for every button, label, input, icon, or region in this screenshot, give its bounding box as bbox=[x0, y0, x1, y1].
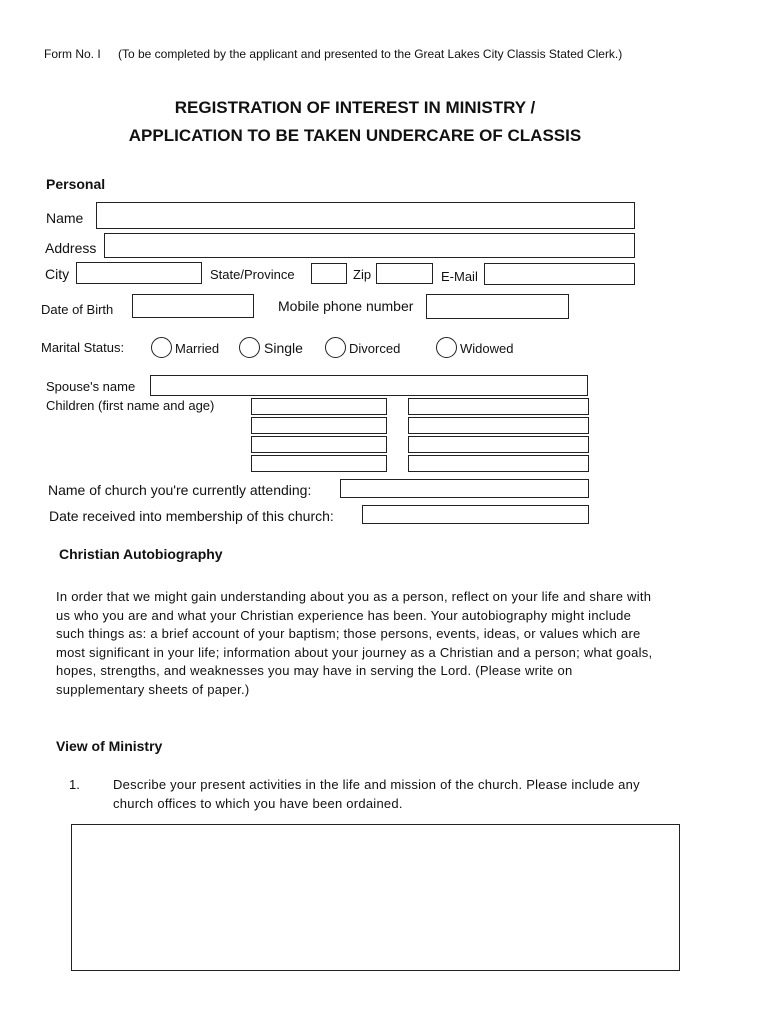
autobiography-line-2: us who you are and what your Christian experience has been. Your autobiography might include bbox=[56, 607, 632, 623]
autobiography-line-3: such things as: a brief account of your baptism; those persons, events, ideas, or values which are bbox=[56, 626, 641, 642]
state-label: State/Province bbox=[210, 267, 295, 282]
church-label: Name of church you're currently attending: bbox=[48, 482, 312, 498]
email-label: E-Mail bbox=[441, 269, 478, 284]
form-number: Form No. I bbox=[44, 47, 101, 61]
ministry-heading: View of Ministry bbox=[56, 738, 163, 754]
child-field-2[interactable] bbox=[251, 417, 387, 434]
question-1-number: 1. bbox=[69, 777, 80, 792]
autobiography-line-6: supplementary sheets of paper.) bbox=[56, 682, 250, 697]
membership-label: Date received into membership of this church: bbox=[49, 508, 334, 524]
question-1-line-1: Describe your present activities in the life and mission of the church. Please include any bbox=[113, 777, 640, 792]
single-label: Single bbox=[264, 340, 303, 356]
child-field-1[interactable] bbox=[251, 398, 387, 415]
child-field-4[interactable] bbox=[251, 455, 387, 472]
child-field-7[interactable] bbox=[408, 436, 589, 453]
married-radio[interactable] bbox=[151, 337, 172, 358]
child-field-3[interactable] bbox=[251, 436, 387, 453]
marital-status-label: Marital Status: bbox=[41, 340, 125, 355]
spouse-label: Spouse's name bbox=[46, 379, 136, 394]
church-field[interactable] bbox=[340, 479, 589, 498]
address-field[interactable] bbox=[104, 233, 635, 258]
state-field[interactable] bbox=[311, 263, 347, 284]
autobiography-line-4: most significant in your life; information about your journey as a Christian and a person; what goals, bbox=[56, 644, 653, 660]
form-instruction: (To be completed by the applicant and presented to the Great Lakes City Classis Stated Clerk.) bbox=[118, 47, 623, 61]
email-field[interactable] bbox=[484, 263, 635, 285]
divorced-radio[interactable] bbox=[325, 337, 346, 358]
form-title-line2: APPLICATION TO BE TAKEN UNDERCARE OF CLASSIS bbox=[128, 126, 582, 145]
name-field[interactable] bbox=[96, 202, 635, 229]
autobiography-heading: Christian Autobiography bbox=[59, 546, 223, 562]
membership-field[interactable] bbox=[362, 505, 589, 524]
personal-heading: Personal bbox=[46, 176, 106, 192]
widowed-radio[interactable] bbox=[436, 337, 457, 358]
children-label: Children (first name and age) bbox=[46, 398, 215, 413]
zip-label: Zip bbox=[353, 267, 372, 282]
dob-label: Date of Birth bbox=[41, 302, 114, 317]
question-1-answer-box[interactable] bbox=[71, 824, 680, 971]
child-field-8[interactable] bbox=[408, 455, 589, 472]
dob-field[interactable] bbox=[132, 294, 254, 318]
address-label: Address bbox=[45, 240, 97, 256]
zip-field[interactable] bbox=[376, 263, 433, 284]
child-field-5[interactable] bbox=[408, 398, 589, 415]
autobiography-line-1: In order that we might gain understanding about you as a person, reflect on your life and share with bbox=[56, 589, 652, 604]
child-field-6[interactable] bbox=[408, 417, 589, 434]
divorced-label: Divorced bbox=[349, 341, 401, 356]
married-label: Married bbox=[175, 341, 220, 356]
single-radio[interactable] bbox=[239, 337, 260, 358]
autobiography-line-5: hopes, strengths, and weaknesses you may have in serving the Lord. (Please write on bbox=[56, 663, 573, 679]
widowed-label: Widowed bbox=[460, 341, 514, 356]
spouse-field[interactable] bbox=[150, 375, 588, 396]
city-label: City bbox=[45, 266, 70, 282]
form-title-line1: REGISTRATION OF INTEREST IN MINISTRY / bbox=[174, 98, 536, 117]
mobile-label: Mobile phone number bbox=[278, 298, 414, 314]
city-field[interactable] bbox=[76, 262, 202, 284]
question-1-line-2: church offices to which you have been ordained. bbox=[113, 795, 403, 811]
mobile-field[interactable] bbox=[426, 294, 569, 319]
name-label: Name bbox=[46, 210, 84, 226]
